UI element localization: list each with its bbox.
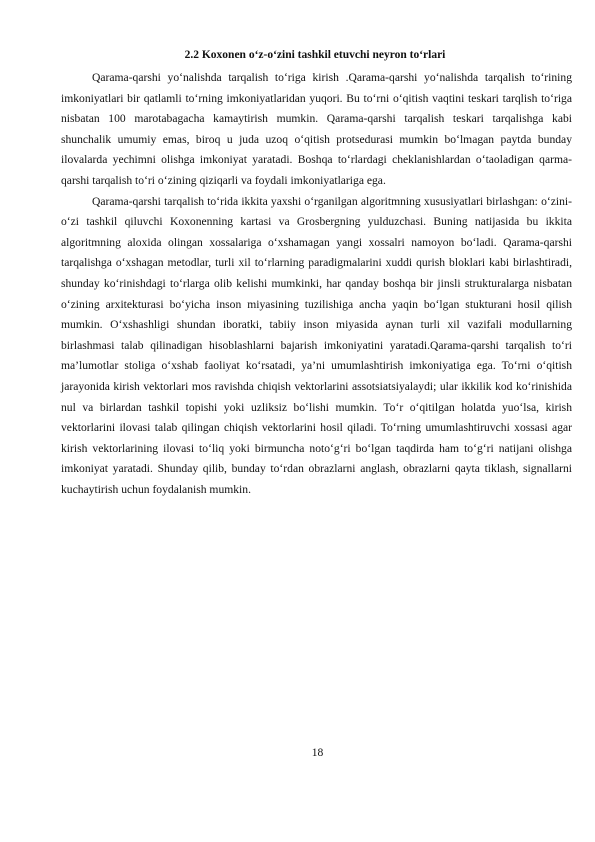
- paragraph-1: Qarama-qarshi yo‘nalishda tarqalish to‘riga kirish .Qarama-qarshi yo‘nalishda tarqalish to‘rining imkoniyatlari bir qatlamli to‘rning imkoniyatlaridan yuqori. Bu to‘rni o‘qitish vaqtini teskari tarqlish to‘riga nisbatan 100 marotabagacha kamaytirish mumkin. Qarama-qarshi tarqalish teskari tarqalishga kabi shunchalik umumiy emas, biroq u juda uzoq o‘qitish protsedurasi mumkin bo‘lmagan paytda bunday ilovalarda yechimni olishga imkoniyat yaratadi. Boshqa to‘rlardagi cheklanishlardan o‘taoladigan qarma-qarshi tarqalish to‘ri o‘zining qiziqarli va foydali imkoniyatlariga ega.: [61, 71, 572, 187]
- page-number: 18: [311, 746, 324, 759]
- section-heading: 2.2 Koxonen o‘z-o‘zini tashkil etuvchi neyron to‘rlari: [184, 49, 446, 61]
- body-text: [61, 68, 572, 500]
- paragraph-2: Qarama-qarshi tarqalish to‘rida ikkita yaxshi o‘rganilgan algoritmning xususiyatlari birlashgan: o‘zini-o‘zi tashkil qiluvchi Koxonenning kartasi va Grosbergning yulduzchasi. Buning natijasida bu ikkita algoritmning aloxida olingan xossalariga o‘xshamagan yangi xossalri namoyon bo‘ladi. Qarama-qarshi tarqalishga o‘xshagan metodlar, turli xil to‘rlarning paradigmalarini xuddi qurish bloklari kabi birlashtiradi, shunday ko‘rinishdagi to‘rlarga olib kelishi mumkinki, har qanday boshqa bir jinsli strukturalarga nisbatan o‘zining arxitekturasi bo‘yicha inson miyasining tuzilishiga ancha yaqin bo‘lgan stukturani hosil qilish mumkin. O‘xshashligi shundan iboratki, tabiiy inson miyasida aynan turli xil vazifali modullarning birlashmasi talab qilinadigan hisoblashlarni bajarish imkoniyatini yaratadi.Qarama-qarshi tarqalish to‘ri ma’lumotlar stoliga o‘xshab faoliyat ko‘rsatadi, ya’ni umumlashtirish imkoniyatiga ega. To‘rni o‘qitish jarayonida kirish vektorlari mos ravishda chiqish vektorlarini assotsiatsiyalaydi; ular ikkilik kod ko‘rinishida nul va birlardan tashkil topishi yoki uzliksiz bo‘lishi mumkin. To‘r o‘qitilgan holatda yuo‘lsa, kirish vektorlarini ilovasi talab qilingan chiqish vektorlarini hosil qiladi. To‘rning umumlashtiruvchi xossasi agar kirish vektorlarining ilovasi to‘liq yoki birmuncha noto‘g‘ri bo‘lgan taqdirda ham to‘g‘ri natijani olishga imkoniyat yaratadi. Shunday qilib, bunday to‘rdan obrazlarni anglash, obrazlarni qayta tiklash, signallarni kuchaytirish uchun foydalanish mumkin.: [61, 194, 572, 496]
